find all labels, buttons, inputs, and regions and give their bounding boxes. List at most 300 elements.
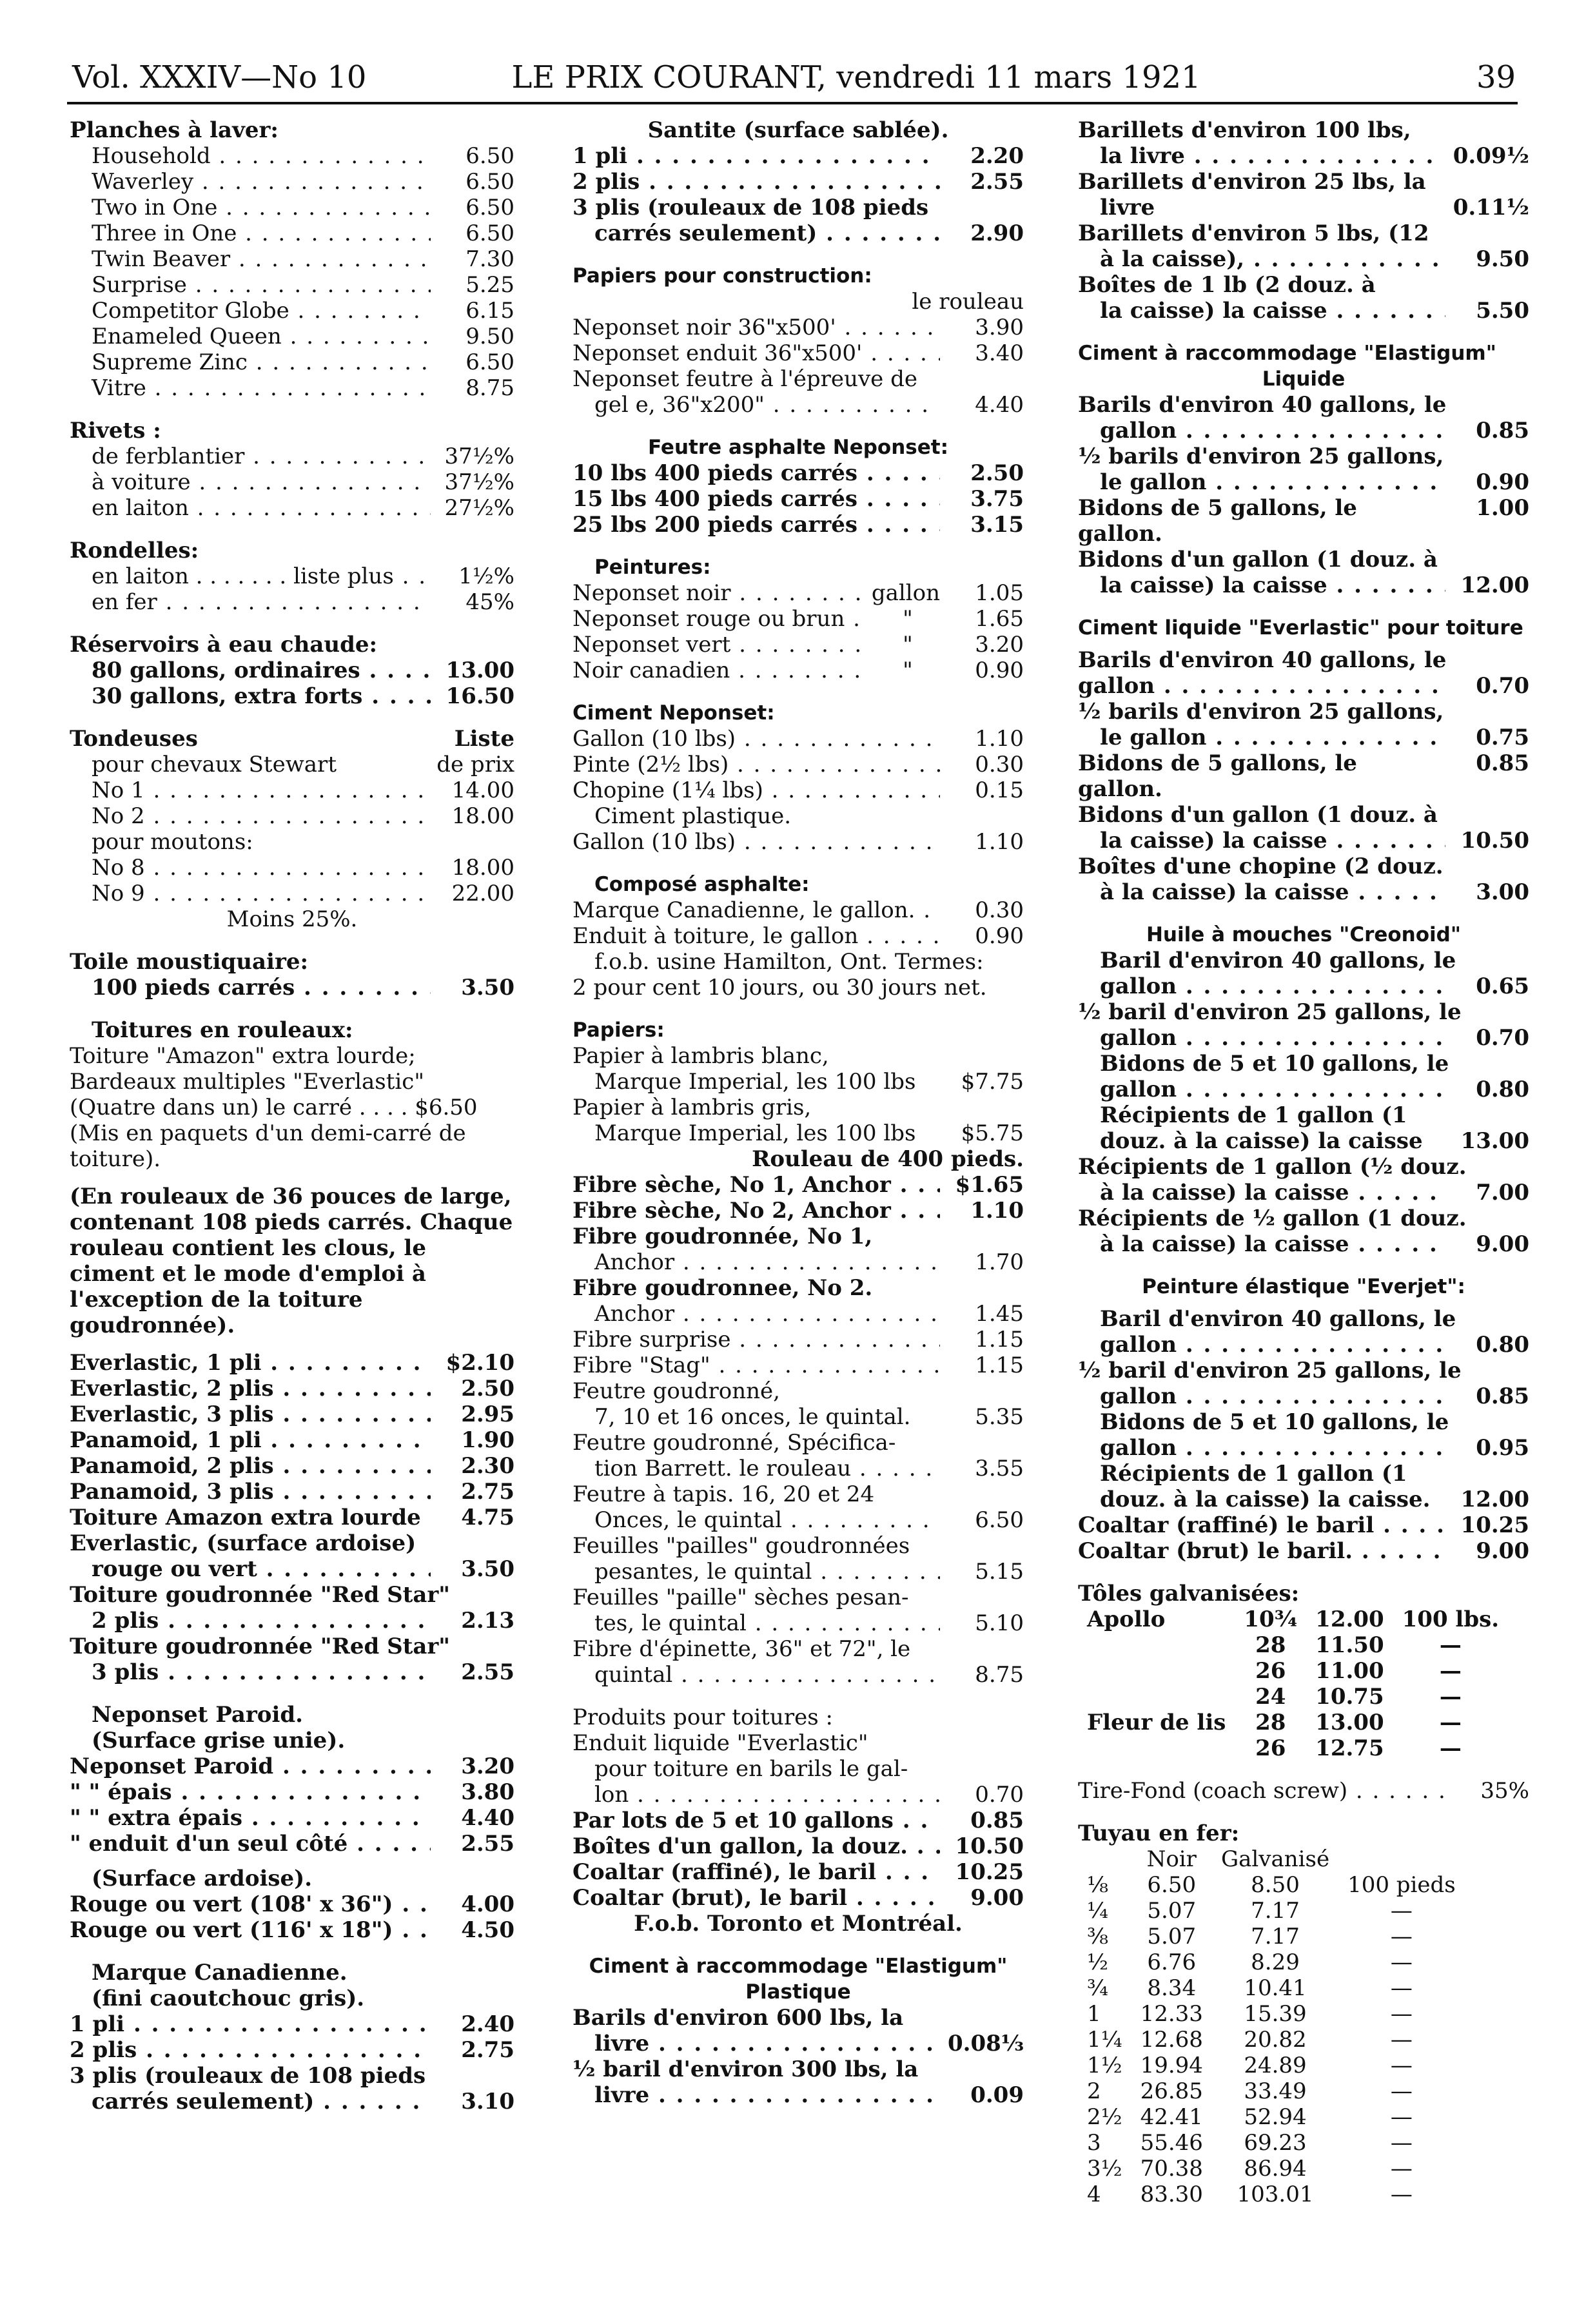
price-list	[573, 897, 1024, 949]
item-label: 1 pli . . .	[573, 143, 940, 169]
price-list	[70, 975, 514, 1001]
price-row	[573, 1662, 1024, 1688]
item-label: Anchor . . .	[573, 1301, 940, 1327]
galvanise-cell: 86.94	[1244, 2156, 1307, 2182]
header-unit	[1338, 1846, 1465, 1872]
unit-cell: —	[1439, 1632, 1462, 1658]
item-price: 8.75	[975, 1662, 1024, 1688]
item-price: 16.50	[445, 683, 514, 709]
size-cell: 1½	[1087, 2053, 1122, 2078]
item-label: No 1 . . .	[70, 777, 431, 803]
item-unit: "	[903, 658, 913, 683]
item-price: 10.50	[1460, 828, 1529, 854]
price-row	[70, 469, 514, 495]
item-price: 2.55	[461, 1659, 514, 1685]
item-price: 3.55	[975, 1456, 1024, 1481]
price-row	[1078, 1231, 1529, 1257]
noir-cell: 12.68	[1140, 2027, 1203, 2053]
header-size	[1078, 1846, 1131, 1872]
item-label: Marque Imperial, les 100 lbs	[594, 1120, 916, 1146]
item-price: 0.85	[1476, 418, 1529, 444]
item-price: 0.08⅓	[947, 2031, 1024, 2056]
item-label: Vitre . . .	[70, 375, 431, 401]
section-everjet	[1078, 1274, 1529, 1564]
unit-cell: —	[1439, 1658, 1462, 1684]
item-label: carrés seulement) . . .	[70, 2089, 431, 2114]
item-label: 30 gallons, extra forts . . .	[70, 683, 431, 709]
line: 3 plis (rouleaux de 108 pieds	[573, 195, 929, 220]
price-row	[70, 1401, 514, 1427]
price-row	[573, 752, 1024, 777]
section-title: Produits pour toitures :	[573, 1704, 833, 1730]
item-label: Everlastic, 1 pli . . .	[70, 1350, 431, 1376]
toles-table-body	[1078, 1606, 1508, 1761]
item-price: 0.80	[1476, 1077, 1529, 1102]
item-label: Onces, le quintal . . .	[573, 1507, 940, 1533]
price-row	[70, 1891, 514, 1917]
price-cell: 12.75	[1315, 1735, 1384, 1761]
price-list	[70, 563, 514, 615]
price-row	[70, 195, 514, 220]
price-row	[573, 1610, 1024, 1636]
item-price: 3.50	[461, 975, 514, 1001]
price-row	[573, 1859, 1024, 1885]
price-row	[1078, 1383, 1529, 1409]
unit-cell: —	[1439, 1735, 1462, 1761]
item-price: 2.50	[970, 460, 1024, 486]
item-label: Bidons de 5 gallons, le gallon.	[1078, 495, 1357, 547]
item-price: 1.65	[975, 606, 1024, 632]
tuyau-table	[1078, 1846, 1465, 2207]
price-row	[1078, 1435, 1529, 1461]
line: Barils d'environ 40 gallons, le	[1078, 392, 1447, 418]
price-row	[70, 169, 514, 195]
item-price: 2.13	[461, 1608, 514, 1634]
galvanise-cell: 8.29	[1251, 1949, 1300, 1975]
brand-cell	[1078, 1632, 1235, 1658]
item-label: 2 plis . . .	[70, 1608, 431, 1634]
item-price: 5.15	[975, 1559, 1024, 1585]
gauge-cell: 26	[1255, 1658, 1286, 1684]
price-row	[573, 580, 1024, 606]
unit-cell: —	[1439, 1684, 1462, 1710]
size-cell: 2	[1087, 2078, 1101, 2104]
item-price: 9.50	[1476, 246, 1529, 272]
tuyau-table-body	[1078, 1872, 1465, 2207]
item-price: 0.90	[1476, 469, 1529, 495]
unit-cell: 100 pieds	[1347, 1872, 1456, 1898]
item-label: Par lots de 5 et 10 gallons . . .	[573, 1808, 940, 1833]
section-paroid	[70, 1702, 514, 1943]
price-row	[1078, 1487, 1529, 1512]
table-row	[1078, 2027, 1465, 2053]
item-label: No 8 . . .	[70, 855, 431, 881]
noir-cell: 42.41	[1140, 2104, 1203, 2130]
item-price: 3.20	[975, 632, 1024, 658]
item-label: " " extra épais . . .	[70, 1805, 431, 1831]
item-price: 0.85	[1476, 1383, 1529, 1409]
galvanise-cell: 24.89	[1244, 2053, 1307, 2078]
price-row	[70, 683, 514, 709]
price-cell: 11.00	[1315, 1658, 1384, 1684]
price-row	[70, 589, 514, 615]
galvanise-cell: 33.49	[1244, 2078, 1307, 2104]
price-list	[70, 855, 514, 906]
price-row	[573, 1327, 1024, 1352]
item-label: Waverley . . .	[70, 169, 431, 195]
line: Récipients de 1 gallon (1	[1100, 1461, 1407, 1487]
paragraph: (En rouleaux de 36 pouces de large, contenant 108 pieds carrés. Chaque rouleau contient les clous, le ciment et le mode d'emploi à l'exception de la toiture goudronnée).	[70, 1184, 513, 1338]
table-row	[1078, 1898, 1465, 1924]
section-title: Ciment à raccommodage "Elastigum"	[1078, 342, 1496, 365]
unit-cell: —	[1390, 1898, 1413, 1924]
section-title: Peintures:	[594, 556, 711, 579]
unit-label: Rouleau de 400 pieds.	[752, 1146, 1024, 1172]
line: Récipients de 1 gallon (½ douz.	[1078, 1154, 1467, 1180]
item-price: 3.00	[1476, 879, 1529, 905]
price-list	[573, 143, 1024, 195]
price-row	[70, 1427, 514, 1453]
price-row	[573, 512, 1024, 538]
price-row	[70, 881, 514, 906]
price-row	[573, 2031, 1024, 2056]
item-price: 5.25	[465, 272, 514, 298]
item-label: Two in One . . .	[70, 195, 431, 220]
item-label: 3 plis . . .	[70, 1659, 431, 1685]
line: Bidons de 5 et 10 gallons, le	[1100, 1051, 1449, 1077]
item-label: en laiton . . .	[70, 495, 431, 521]
table-row	[1078, 1658, 1508, 1684]
price-list	[70, 444, 514, 521]
price-row	[70, 803, 514, 829]
item-label: douz. à la caisse) la caisse	[1100, 1128, 1423, 1154]
size-cell: 1	[1087, 2001, 1101, 2027]
item-price: 1.00	[1476, 495, 1529, 521]
item-price: $7.75	[961, 1069, 1024, 1095]
gauge-cell: 24	[1255, 1684, 1286, 1710]
item-label: Toiture Amazon extra lourde . . .	[70, 1505, 431, 1530]
price-row	[70, 2011, 514, 2037]
item-price: $2.10	[445, 1350, 514, 1376]
price-row	[1078, 828, 1529, 854]
item-label: la caisse) la caisse . . .	[1078, 572, 1445, 598]
price-row	[70, 298, 514, 324]
item-label: Competitor Globe . . .	[70, 298, 431, 324]
section-santite	[573, 117, 1024, 246]
noir-cell: 5.07	[1147, 1924, 1197, 1949]
price-row	[1078, 1512, 1529, 1538]
size-cell: 1¼	[1087, 2027, 1122, 2053]
item-label: Rouge ou vert (108' x 36") . . .	[70, 1891, 431, 1917]
section-creonoid	[1078, 922, 1529, 1257]
item-label: Neponset noir 36"x500' . . .	[573, 315, 940, 340]
noir-cell: 6.76	[1147, 1949, 1197, 1975]
galvanise-cell: 8.50	[1251, 1872, 1300, 1898]
section-title: Toitures en rouleaux:	[92, 1017, 353, 1043]
item-label: le gallon . . .	[1078, 469, 1445, 495]
line: ½ barils d'environ 25 gallons,	[1078, 444, 1444, 469]
item-price: 9.00	[970, 1885, 1024, 1911]
galvanise-cell: 20.82	[1244, 2027, 1307, 2053]
item-label: Enduit à toiture, le gallon . . .	[573, 923, 940, 949]
price-row	[573, 1833, 1024, 1859]
section-rivets	[70, 418, 514, 521]
item-price: 3.50	[461, 1556, 514, 1582]
price-row	[70, 143, 514, 169]
size-cell: ¾	[1087, 1975, 1108, 2001]
unit-cell: —	[1390, 2078, 1413, 2104]
header-rule	[67, 102, 1518, 104]
price-list	[70, 1891, 514, 1943]
price-row	[1078, 750, 1529, 802]
price-list	[70, 1753, 514, 1857]
line: F.o.b. Toronto et Montréal.	[634, 1911, 963, 1937]
section-title: Tondeuses	[70, 726, 198, 752]
item-label: 100 pieds carrés . . .	[70, 975, 431, 1001]
item-label: Neponset enduit 36"x500' . . .	[573, 340, 940, 366]
section-planches	[70, 117, 514, 401]
price-row	[70, 777, 514, 803]
item-price: 1.90	[461, 1427, 514, 1453]
section-produits	[573, 1704, 1024, 1937]
section-title: Ciment Neponset:	[573, 701, 775, 725]
item-label: carrés seulement) . . .	[573, 220, 940, 246]
item-price: 2.30	[461, 1453, 514, 1479]
item-label: Enameled Queen . . .	[70, 324, 431, 349]
price-row	[1078, 725, 1529, 750]
section-peintures	[573, 554, 1024, 683]
unit-cell: —	[1390, 2053, 1413, 2078]
price-row	[573, 829, 1024, 855]
table-row	[1078, 1975, 1465, 2001]
price-list	[70, 2011, 514, 2063]
item-price: 4.40	[975, 392, 1024, 418]
item-price: 7.00	[1476, 1180, 1529, 1206]
section-title: Composé asphalte:	[594, 873, 810, 896]
section-title: Rivets :	[70, 418, 161, 444]
item-label: à voiture . . .	[70, 469, 431, 495]
price-row	[573, 1352, 1024, 1378]
price-list	[70, 777, 514, 829]
size-cell: 4	[1087, 2182, 1101, 2207]
price-row	[70, 444, 514, 469]
price-row	[1078, 469, 1529, 495]
item-label: Pinte (2½ lbs) . . .	[573, 752, 940, 777]
line: Barillets d'environ 25 lbs, la	[1078, 169, 1426, 195]
item-price: 0.11½	[1453, 195, 1529, 220]
table-row	[1078, 1924, 1465, 1949]
item-label: 25 lbs 200 pieds carrés . . .	[573, 512, 940, 538]
item-label: 2 plis . . .	[573, 169, 940, 195]
section-rondelles	[70, 538, 514, 615]
table-row	[1078, 2001, 1465, 2027]
item-label: Gallon (10 lbs) . . .	[573, 829, 940, 855]
item-price: 10.25	[955, 1859, 1024, 1885]
item-price: 37½%	[444, 444, 514, 469]
table-row	[1078, 2053, 1465, 2078]
item-label: Neponset noir . . .	[573, 580, 866, 606]
price-row	[573, 460, 1024, 486]
item-price: 9.00	[1476, 1538, 1529, 1564]
price-row	[70, 563, 514, 589]
line: Papier à lambris blanc,	[573, 1043, 829, 1069]
section-title: Peinture élastique "Everjet":	[1142, 1275, 1465, 1298]
item-price: 5.50	[1476, 298, 1529, 324]
price-row	[573, 1456, 1024, 1481]
item-label: Everlastic, 3 plis . . .	[70, 1401, 431, 1427]
section-ciment-neponset	[573, 700, 1024, 855]
unit-cell: —	[1390, 2104, 1413, 2130]
sub-heading: Plastique	[745, 1980, 851, 2004]
item-label: Anchor . . .	[573, 1249, 940, 1275]
item-label: Fibre sèche, No 1, Anchor . . .	[573, 1172, 940, 1198]
item-label: Everlastic, 2 plis . . .	[70, 1376, 431, 1401]
item-label: Neponset Paroid . . .	[70, 1753, 431, 1779]
section-barillets	[1078, 117, 1529, 324]
price-row	[70, 495, 514, 521]
line: Toiture goudronnée "Red Star"	[70, 1582, 451, 1608]
price-row	[70, 375, 514, 401]
price-row	[70, 349, 514, 375]
item-label: gallon . . .	[1078, 973, 1445, 999]
price-row	[573, 392, 1024, 418]
line: Barils d'environ 40 gallons, le	[1078, 647, 1447, 673]
item-price: 3.20	[461, 1753, 514, 1779]
brand-cell	[1078, 1735, 1235, 1761]
table-row	[1078, 1684, 1508, 1710]
price-list	[70, 1350, 514, 1530]
line: Feutre goudronné,	[573, 1378, 780, 1404]
item-label: gallon . . .	[1078, 1077, 1445, 1102]
line: 2 pour cent 10 jours, ou 30 jours net.	[573, 975, 987, 1001]
item-price: 1.10	[975, 829, 1024, 855]
item-label: à la caisse) la caisse . . .	[1078, 1231, 1445, 1257]
item-price: 0.30	[975, 897, 1024, 923]
item-label: gallon . . .	[1078, 418, 1445, 444]
item-price: 9.00	[1476, 1231, 1529, 1257]
item-label: Coaltar (raffiné) le baril . . .	[1078, 1512, 1445, 1538]
price-row	[1078, 495, 1529, 547]
item-price: 0.09½	[1453, 143, 1529, 169]
item-label: 15 lbs 400 pieds carrés . . .	[573, 486, 940, 512]
sub-heading: pour moutons:	[92, 829, 253, 855]
line: ½ baril d'environ 300 lbs, la	[573, 2056, 919, 2082]
price-row	[573, 1069, 1024, 1095]
noir-cell: 26.85	[1140, 2078, 1203, 2104]
item-price: 0.75	[1476, 725, 1529, 750]
item-price: 1.70	[975, 1249, 1024, 1275]
item-label: à la caisse) la caisse . . .	[1078, 1180, 1445, 1206]
price-list	[573, 1172, 1024, 1224]
price-row	[1078, 572, 1529, 598]
price-row	[573, 658, 1024, 683]
column-2	[573, 117, 1024, 2125]
noir-cell: 55.46	[1140, 2130, 1203, 2156]
item-label: Coaltar (brut) le baril. . . .	[1078, 1538, 1445, 1564]
line: f.o.b. usine Hamilton, Ont. Termes:	[594, 949, 984, 975]
item-price: 1.10	[970, 1198, 1024, 1224]
price-row	[70, 1831, 514, 1857]
item-unit: "	[903, 606, 913, 632]
price-list	[573, 1327, 1024, 1378]
column-1	[70, 117, 514, 2131]
item-price: 0.80	[1476, 1332, 1529, 1358]
table-row	[1078, 1949, 1465, 1975]
price-row	[573, 1559, 1024, 1585]
price-list	[70, 658, 514, 709]
sub-heading: Ciment plastique.	[594, 803, 792, 829]
section-elastigum-plastique	[573, 1953, 1024, 2108]
price-row	[1078, 246, 1529, 272]
item-price: 1.15	[975, 1352, 1024, 1378]
price-row	[70, 2089, 514, 2114]
item-price: 3.15	[970, 512, 1024, 538]
section-title: Tuyau en fer:	[1078, 1821, 1240, 1846]
item-price: 0.15	[975, 777, 1024, 803]
section-toile	[70, 949, 514, 1001]
section-toitures	[70, 1017, 514, 1685]
item-label: Fibre sèche, No 2, Anchor . . .	[573, 1198, 940, 1224]
item-label: Panamoid, 1 pli . . .	[70, 1427, 431, 1453]
item-price: 6.50	[975, 1507, 1024, 1533]
item-price: 4.50	[461, 1917, 514, 1943]
item-price: 1.05	[975, 580, 1024, 606]
price-row	[70, 1376, 514, 1401]
table-row	[1078, 2130, 1465, 2156]
item-label: gallon . . .	[1078, 1332, 1445, 1358]
item-price: $1.65	[955, 1172, 1024, 1198]
section-title: Toile moustiquaire:	[70, 949, 309, 975]
table-row	[1078, 1872, 1465, 1898]
section-compose	[573, 872, 1024, 1001]
brand-cell: Apollo	[1087, 1606, 1166, 1632]
line: Baril d'environ 40 gallons, le	[1100, 948, 1456, 973]
price-row	[70, 272, 514, 298]
table-row	[1078, 1735, 1508, 1761]
item-label: gallon . . .	[1078, 1025, 1445, 1051]
item-price: 12.00	[1460, 1487, 1529, 1512]
line: Fibre goudronnee, No 2.	[573, 1275, 873, 1301]
item-label: Three in One . . .	[70, 220, 431, 246]
section-papiers	[573, 1017, 1024, 1688]
item-price: 0.95	[1476, 1435, 1529, 1461]
price-list	[573, 315, 1024, 366]
tondeuses-head	[70, 726, 514, 752]
line: ½ barils d'environ 25 gallons,	[1078, 699, 1444, 725]
header-galvanise: Galvanisé	[1220, 1846, 1330, 1872]
price-row	[573, 220, 1024, 246]
section-title: Neponset Paroid.	[92, 1702, 303, 1728]
item-price: 13.00	[445, 658, 514, 683]
item-label: à la caisse) la caisse . . .	[1078, 879, 1445, 905]
section-title: Planches à laver:	[70, 117, 279, 143]
item-label: Rouge ou vert (116' x 18") . . .	[70, 1917, 431, 1943]
sub-heading: pour chevaux Stewart	[92, 752, 337, 777]
item-price: 0.70	[975, 1782, 1024, 1808]
item-label: gel e, 36"x200" . . .	[573, 392, 940, 418]
item-price: 2.75	[461, 1479, 514, 1505]
item-price: 0.85	[970, 1808, 1024, 1833]
galvanise-cell: 103.01	[1237, 2182, 1314, 2207]
line: Feuilles "pailles" goudronnées	[573, 1533, 910, 1559]
size-cell: 2½	[1087, 2104, 1122, 2130]
item-label: quintal . . .	[573, 1662, 940, 1688]
section-title: Santite (surface sablée).	[647, 117, 949, 143]
line: Barils d'environ 600 lbs, la	[573, 2005, 904, 2031]
line: Feutre à tapis. 16, 20 et 24	[573, 1481, 875, 1507]
item-label: Tire-Fond (coach screw) . . .	[1078, 1778, 1445, 1804]
item-label: Twin Beaver . . .	[70, 246, 431, 272]
